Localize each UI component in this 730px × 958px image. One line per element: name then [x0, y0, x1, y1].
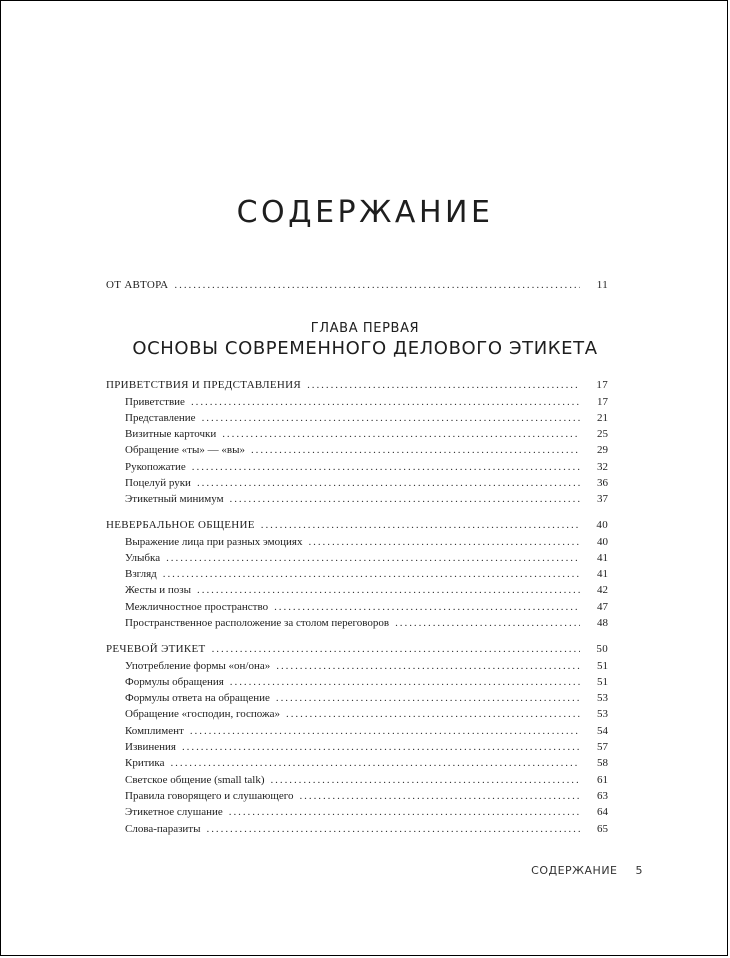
toc-item-page: 47 [597, 600, 608, 613]
toc-item-page: 63 [597, 789, 608, 802]
toc-item-page: 21 [597, 411, 608, 424]
toc-item-page: 32 [597, 460, 608, 473]
toc-item-label: Обращение «ты» — «вы» [125, 444, 245, 457]
toc-item-label: Слова-паразиты [125, 822, 201, 835]
toc-item-label: Жесты и позы [125, 584, 192, 597]
dot-leader [274, 600, 580, 614]
dot-leader [212, 642, 580, 656]
dot-leader [276, 691, 580, 705]
toc-item-page: 48 [597, 617, 608, 629]
dot-leader [190, 724, 580, 738]
toc-item-page: 64 [597, 806, 608, 819]
toc-item-label: Комплимент [125, 724, 184, 737]
toc-item[interactable] [125, 756, 608, 770]
toc-item-label: Критика [125, 757, 165, 770]
toc-section[interactable] [106, 378, 608, 392]
toc-item[interactable] [125, 535, 608, 549]
toc-item-label: Визитные карточки [125, 428, 217, 441]
toc-item-page: 25 [597, 428, 608, 441]
dot-leader [182, 740, 580, 754]
dot-leader [191, 395, 580, 409]
dot-leader [251, 443, 580, 457]
toc-item[interactable] [125, 616, 608, 630]
toc-item-page: 57 [597, 741, 608, 753]
toc-item[interactable] [125, 427, 608, 441]
toc-section[interactable] [106, 518, 608, 532]
toc-item[interactable] [125, 659, 608, 673]
toc-item-page: 61 [597, 773, 608, 786]
dot-leader [202, 411, 580, 425]
toc-item-page: 17 [597, 395, 608, 408]
toc-item-page: 51 [597, 675, 608, 688]
toc-item[interactable] [125, 583, 608, 597]
toc-item-page: 54 [597, 724, 608, 737]
toc-item-label: Улыбка [125, 551, 161, 564]
dot-leader [276, 659, 580, 673]
toc-item-page: 29 [597, 444, 608, 457]
toc-item[interactable] [125, 691, 608, 705]
dot-leader [230, 492, 580, 506]
toc-item[interactable] [125, 707, 608, 721]
dot-leader [299, 789, 580, 803]
dot-leader [395, 616, 580, 630]
toc-item[interactable] [125, 460, 608, 474]
toc-item[interactable] [125, 476, 608, 490]
toc-item-page: 65 [597, 822, 608, 835]
toc-item[interactable] [125, 395, 608, 409]
toc-item-page: 53 [597, 692, 608, 705]
toc-entry-intro[interactable] [106, 278, 608, 292]
dot-leader [270, 773, 580, 787]
footer-label: СОДЕРЖАНИЕ [531, 864, 618, 877]
running-footer [521, 864, 643, 877]
dot-leader [197, 476, 580, 490]
dot-leader [170, 756, 580, 770]
toc-item-label: Взгляд [125, 568, 157, 581]
toc-item-page: 36 [597, 477, 608, 489]
toc-section-page: 50 [596, 643, 608, 655]
toc-item[interactable] [125, 567, 608, 581]
toc-item-page: 51 [597, 659, 608, 672]
toc-item-label: Этикетный минимум [125, 493, 224, 506]
toc-item-label: Извинения [125, 741, 176, 753]
toc-item-label: Межличностное пространство [125, 600, 269, 613]
dot-leader [286, 707, 580, 721]
toc-item-label: Употребление формы «он/она» [125, 659, 271, 672]
dot-leader [261, 518, 580, 532]
toc-item-label: Представление [125, 411, 196, 424]
toc-item[interactable] [125, 600, 608, 614]
toc-item[interactable] [125, 551, 608, 565]
toc-section-page: 17 [596, 379, 608, 391]
toc-entry-page: 11 [596, 279, 608, 291]
toc-item-label: Правила говорящего и слушающего [125, 789, 294, 802]
toc-item[interactable] [125, 492, 608, 506]
toc-item-label: Выражение лица при разных эмоциях [125, 535, 303, 548]
toc-section[interactable] [106, 642, 608, 656]
dot-leader [230, 675, 580, 689]
dot-leader [192, 460, 580, 474]
toc-item[interactable] [125, 789, 608, 803]
dot-leader [207, 822, 580, 836]
toc-item-label: Формулы обращения [125, 675, 224, 688]
toc-item-label: Обращение «господин, госпожа» [125, 708, 281, 721]
dot-leader [307, 378, 580, 392]
toc-item[interactable] [125, 805, 608, 819]
dot-leader [166, 551, 580, 565]
dot-leader [229, 805, 580, 819]
toc-section-label: НЕВЕРБАЛЬНОЕ ОБЩЕНИЕ [106, 519, 255, 531]
toc-item[interactable] [125, 411, 608, 425]
dot-leader [308, 535, 580, 549]
toc-item[interactable] [125, 675, 608, 689]
toc-item-page: 53 [597, 708, 608, 721]
toc-item-label: Светское общение (small talk) [125, 773, 265, 786]
toc-item-page: 37 [597, 493, 608, 506]
toc-item[interactable] [125, 443, 608, 457]
page-title: СОДЕРЖАНИЕ [236, 195, 494, 230]
dot-leader [222, 427, 580, 441]
toc-item-label: Формулы ответа на обращение [125, 692, 270, 705]
chapter-label: ГЛАВА ПЕРВАЯ [310, 321, 420, 336]
toc-item[interactable] [125, 740, 608, 754]
toc-section-label: ПРИВЕТСТВИЯ И ПРЕДСТАВЛЕНИЯ [106, 379, 302, 391]
toc-item-label: Этикетное слушание [125, 806, 223, 819]
dot-leader [163, 567, 580, 581]
toc-section-label: РЕЧЕВОЙ ЭТИКЕТ [106, 643, 206, 655]
toc-item-page: 40 [597, 535, 608, 548]
toc-section-page: 40 [596, 519, 608, 531]
toc-item-page: 58 [597, 757, 608, 770]
toc-item[interactable] [125, 724, 608, 738]
toc-item[interactable] [125, 773, 608, 787]
dot-leader [197, 583, 580, 597]
toc-item-page: 42 [597, 584, 608, 597]
toc-item-page: 41 [597, 568, 608, 581]
toc-item-label: Пространственное расположение за столом переговоров [125, 617, 390, 629]
dot-leader [174, 278, 580, 292]
toc-entry-label: ОТ АВТОРА [106, 279, 169, 291]
toc-item-label: Приветствие [125, 395, 185, 408]
chapter-title: ОСНОВЫ СОВРЕМЕННОГО ДЕЛОВОГО ЭТИКЕТА [132, 338, 598, 359]
toc-item[interactable] [125, 822, 608, 836]
toc-item-label: Рукопожатие [125, 460, 186, 473]
footer-page-number: 5 [635, 864, 643, 877]
toc-item-page: 41 [597, 551, 608, 564]
toc-item-label: Поцелуй руки [125, 477, 191, 489]
